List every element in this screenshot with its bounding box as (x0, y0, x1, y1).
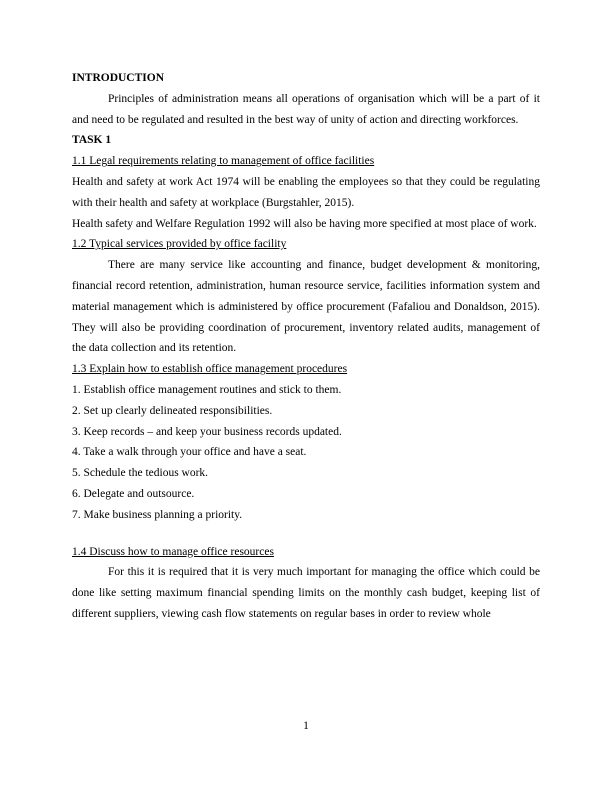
list-item: 6. Delegate and outsource. (72, 487, 195, 500)
section-1-4-heading: 1.4 Discuss how to manage office resources (72, 545, 274, 558)
section-1-3-heading: 1.3 Explain how to establish office management procedures (72, 363, 348, 376)
section-1-2-heading: 1.2 Typical services provided by office facility (72, 238, 287, 251)
procedures-list (72, 380, 540, 526)
introduction-heading: INTRODUCTION (72, 72, 165, 84)
introduction-paragraph: Principles of administration means all operations of organisation which will be a part of it and need to be regulated and resulted in the best way of unity of action and directing workforces. (72, 92, 540, 126)
list-item: 7. Make business planning a priority. (72, 508, 243, 521)
section-1-1-paragraph-1: Health and safety at work Act 1974 will be enabling the employees so that they could be regulating with their health and safety at workplace (Burgstahler, 2015). (72, 175, 540, 209)
section-1-2-paragraph: There are many service like accounting and finance, budget development & monitoring, financial record retention, administration, human resource service, facilities information system and material management which is administered by office procurement (Fafaliou and Donaldson, 2015). They will also be providing coordination of procurement, inventory related audits, management of the data collection and its retention. (72, 259, 540, 355)
task-1-heading: TASK 1 (72, 134, 112, 147)
page-content (72, 68, 540, 625)
list-item: 2. Set up clearly delineated responsibilities. (72, 404, 273, 417)
page-number: 1 (303, 720, 309, 732)
section-1-1-paragraph-2: Health safety and Welfare Regulation 1992 will also be having more specified at most place of work. (72, 217, 537, 230)
list-item: 1. Establish office management routines and stick to them. (72, 383, 342, 396)
list-item: 4. Take a walk through your office and have a seat. (72, 446, 307, 459)
list-item: 3. Keep records – and keep your business records updated. (72, 425, 342, 438)
section-1-1-heading: 1.1 Legal requirements relating to management of office facilities (72, 155, 375, 168)
section-spacer (72, 526, 540, 542)
section-1-4-paragraph: For this it is required that it is very much important for managing the office which could be done like setting maximum financial spending limits on the monthly cash budget, keeping list of different suppliers, viewing cash flow statements on regular bases in order to review whole (72, 566, 540, 620)
list-item: 5. Schedule the tedious work. (72, 467, 209, 480)
